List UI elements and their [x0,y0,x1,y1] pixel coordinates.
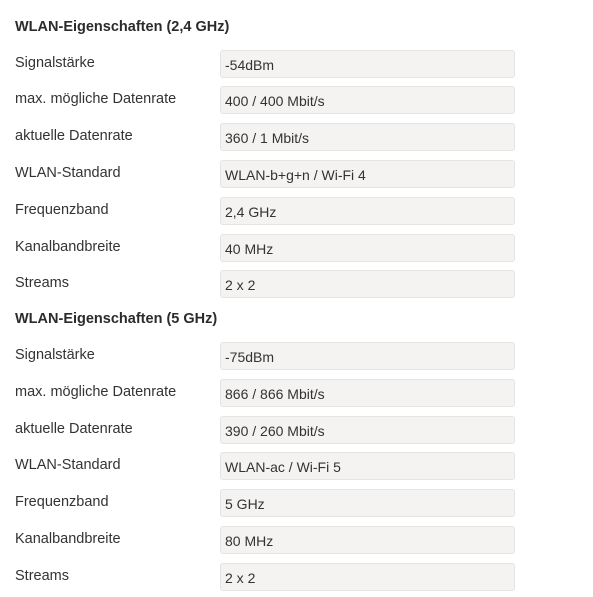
value-field-frequency-band [220,197,515,225]
label-current-data-rate: aktuelle Datenrate [15,128,133,144]
value-text: WLAN-ac / Wi-Fi 5 [225,459,341,475]
value-text: 2 x 2 [225,277,256,293]
row-wlan-standard-2-4 [0,160,593,188]
value-text: 80 MHz [225,533,274,549]
value-text: 5 GHz [225,496,265,512]
value-text: -75dBm [225,349,275,365]
label-channel-bandwidth: Kanalbandbreite [15,531,121,547]
label-channel-bandwidth: Kanalbandbreite [15,239,121,255]
label-streams: Streams [15,568,69,584]
row-channel-bandwidth-2-4 [0,234,593,262]
value-field-max-data-rate [220,86,515,114]
label-current-data-rate: aktuelle Datenrate [15,421,133,437]
row-signal-strength-2-4 [0,50,593,78]
value-field-streams [220,563,515,591]
row-frequency-band-2-4 [0,197,593,225]
row-signal-strength-5 [0,342,593,370]
value-field-frequency-band [220,489,515,517]
label-frequency-band: Frequenzband [15,494,109,510]
value-text: 390 / 260 Mbit/s [225,423,325,439]
value-field-current-data-rate [220,123,515,151]
value-field-max-data-rate [220,379,515,407]
label-wlan-standard: WLAN-Standard [15,165,121,181]
value-text: 40 MHz [225,241,274,257]
value-field-current-data-rate [220,416,515,444]
value-field-wlan-standard [220,452,515,480]
label-signal-strength: Signalstärke [15,347,95,363]
row-max-data-rate-2-4 [0,86,593,114]
value-field-streams [220,270,515,298]
row-streams-5 [0,563,593,591]
value-text: 360 / 1 Mbit/s [225,130,310,146]
row-current-data-rate-2-4 [0,123,593,151]
value-text: WLAN-b+g+n / Wi-Fi 4 [225,167,366,183]
value-text: 2,4 GHz [225,204,277,220]
label-streams: Streams [15,275,69,291]
section-title-2-4-ghz: WLAN-Eigenschaften (2,4 GHz) [15,19,230,35]
value-text: 400 / 400 Mbit/s [225,93,325,109]
label-max-data-rate: max. mögliche Datenrate [15,384,177,400]
row-channel-bandwidth-5 [0,526,593,554]
row-streams-2-4 [0,270,593,298]
label-max-data-rate: max. mögliche Datenrate [15,91,177,107]
value-field-channel-bandwidth [220,526,515,554]
label-frequency-band: Frequenzband [15,202,109,218]
value-field-signal-strength [220,50,515,78]
row-wlan-standard-5 [0,452,593,480]
value-field-channel-bandwidth [220,234,515,262]
value-field-signal-strength [220,342,515,370]
value-text: 866 / 866 Mbit/s [225,386,325,402]
row-max-data-rate-5 [0,379,593,407]
value-text: -54dBm [225,57,275,73]
value-field-wlan-standard [220,160,515,188]
label-signal-strength: Signalstärke [15,55,95,71]
value-text: 2 x 2 [225,570,256,586]
section-title-5-ghz: WLAN-Eigenschaften (5 GHz) [15,311,218,327]
row-current-data-rate-5 [0,416,593,444]
label-wlan-standard: WLAN-Standard [15,457,121,473]
row-frequency-band-5 [0,489,593,517]
